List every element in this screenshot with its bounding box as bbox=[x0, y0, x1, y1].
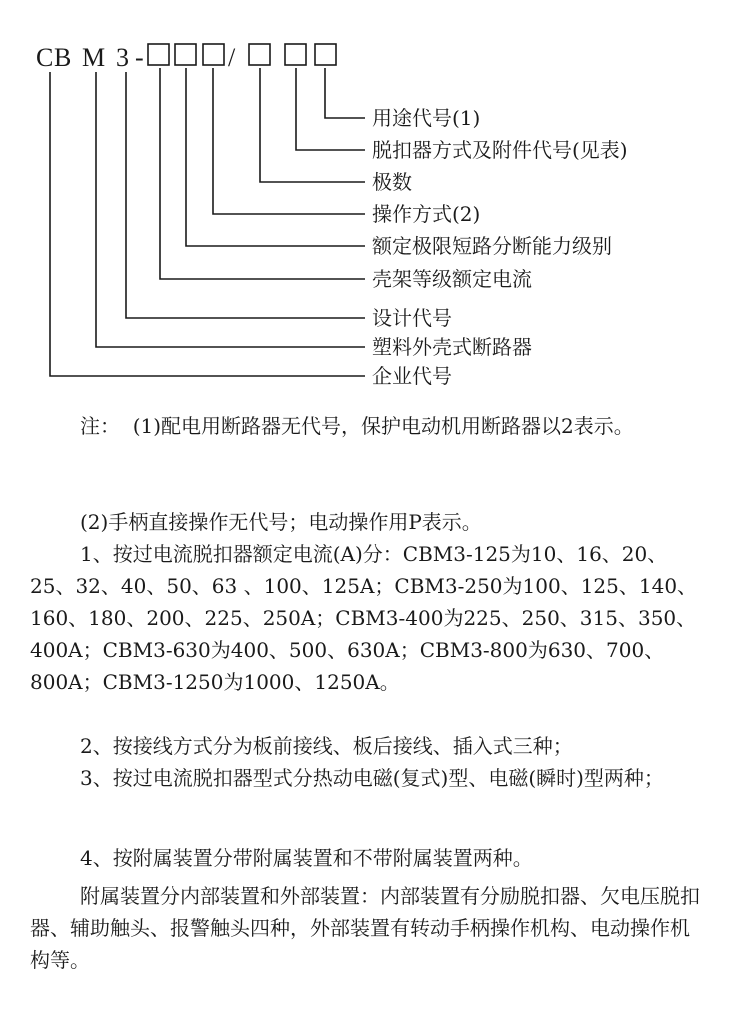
label-operation-mode: 操作方式(2) bbox=[372, 202, 481, 226]
model-dash: - bbox=[135, 43, 144, 72]
note-1-text: (1)配电用断路器无代号，保护电动机用断路器以2表示。 bbox=[132, 414, 634, 438]
placeholder-box-operation bbox=[203, 44, 224, 65]
placeholder-box-poles bbox=[249, 44, 270, 65]
label-design-code: 设计代号 bbox=[372, 306, 452, 330]
note-label: 注： bbox=[80, 414, 120, 438]
paragraph-rated-current: 1、按过电流脱扣器额定电流(A)分：CBM3-125为10、16、20、25、32、40、50、63 、100、125A；CBM3-250为100、125、140、160、180、200、225、250A；CBM3-400为225、250、315、350、400A；CBM3-630为400、500、630A；CBM3-800为630、700、800A；CBM3-1250为1000、1250A。 bbox=[30, 542, 698, 694]
placeholder-box-usage bbox=[315, 44, 336, 65]
connector-lines bbox=[50, 68, 365, 376]
model-slash: / bbox=[228, 43, 236, 72]
label-frame-current: 壳架等级额定电流 bbox=[372, 267, 532, 291]
label-enterprise-code: 企业代号 bbox=[372, 364, 452, 388]
model-letter-b: B bbox=[54, 43, 72, 72]
paragraph-accessories: 4、按附属装置分带附属装置和不带附属装置两种。 bbox=[80, 846, 533, 870]
paragraph-wiring: 2、按接线方式分为板前接线、板后接线、插入式三种； bbox=[80, 734, 573, 758]
label-usage-code: 用途代号(1) bbox=[372, 106, 481, 130]
label-breaking-capacity: 额定极限短路分断能力级别 bbox=[372, 234, 612, 258]
label-poles: 极数 bbox=[372, 170, 412, 194]
model-letter-c: C bbox=[36, 43, 54, 72]
placeholder-box-rated-current bbox=[148, 44, 169, 65]
placeholder-box-breaking-capacity bbox=[175, 44, 196, 65]
paragraph-release-type: 3、按过电流脱扣器型式分热动电磁(复式)型、电磁(瞬时)型两种； bbox=[80, 766, 664, 790]
model-code-diagram bbox=[0, 0, 730, 400]
paragraph-accessory-details: 附属装置分内部装置和外部装置：内部装置有分励脱扣器、欠电压脱扣器、辅助触头、报警触头四种，外部装置有转动手柄操作机构、电动操作机构等。 bbox=[30, 884, 700, 972]
label-release-code: 脱扣器方式及附件代号(见表) bbox=[372, 138, 628, 162]
model-letter-m: M bbox=[82, 43, 106, 72]
model-digit-3: 3 bbox=[116, 43, 129, 72]
placeholder-box-release-type bbox=[285, 44, 306, 65]
label-mccb: 塑料外壳式断路器 bbox=[372, 335, 532, 359]
note-2: (2)手柄直接操作无代号；电动操作用P表示。 bbox=[80, 510, 482, 534]
note-1 bbox=[30, 410, 705, 442]
